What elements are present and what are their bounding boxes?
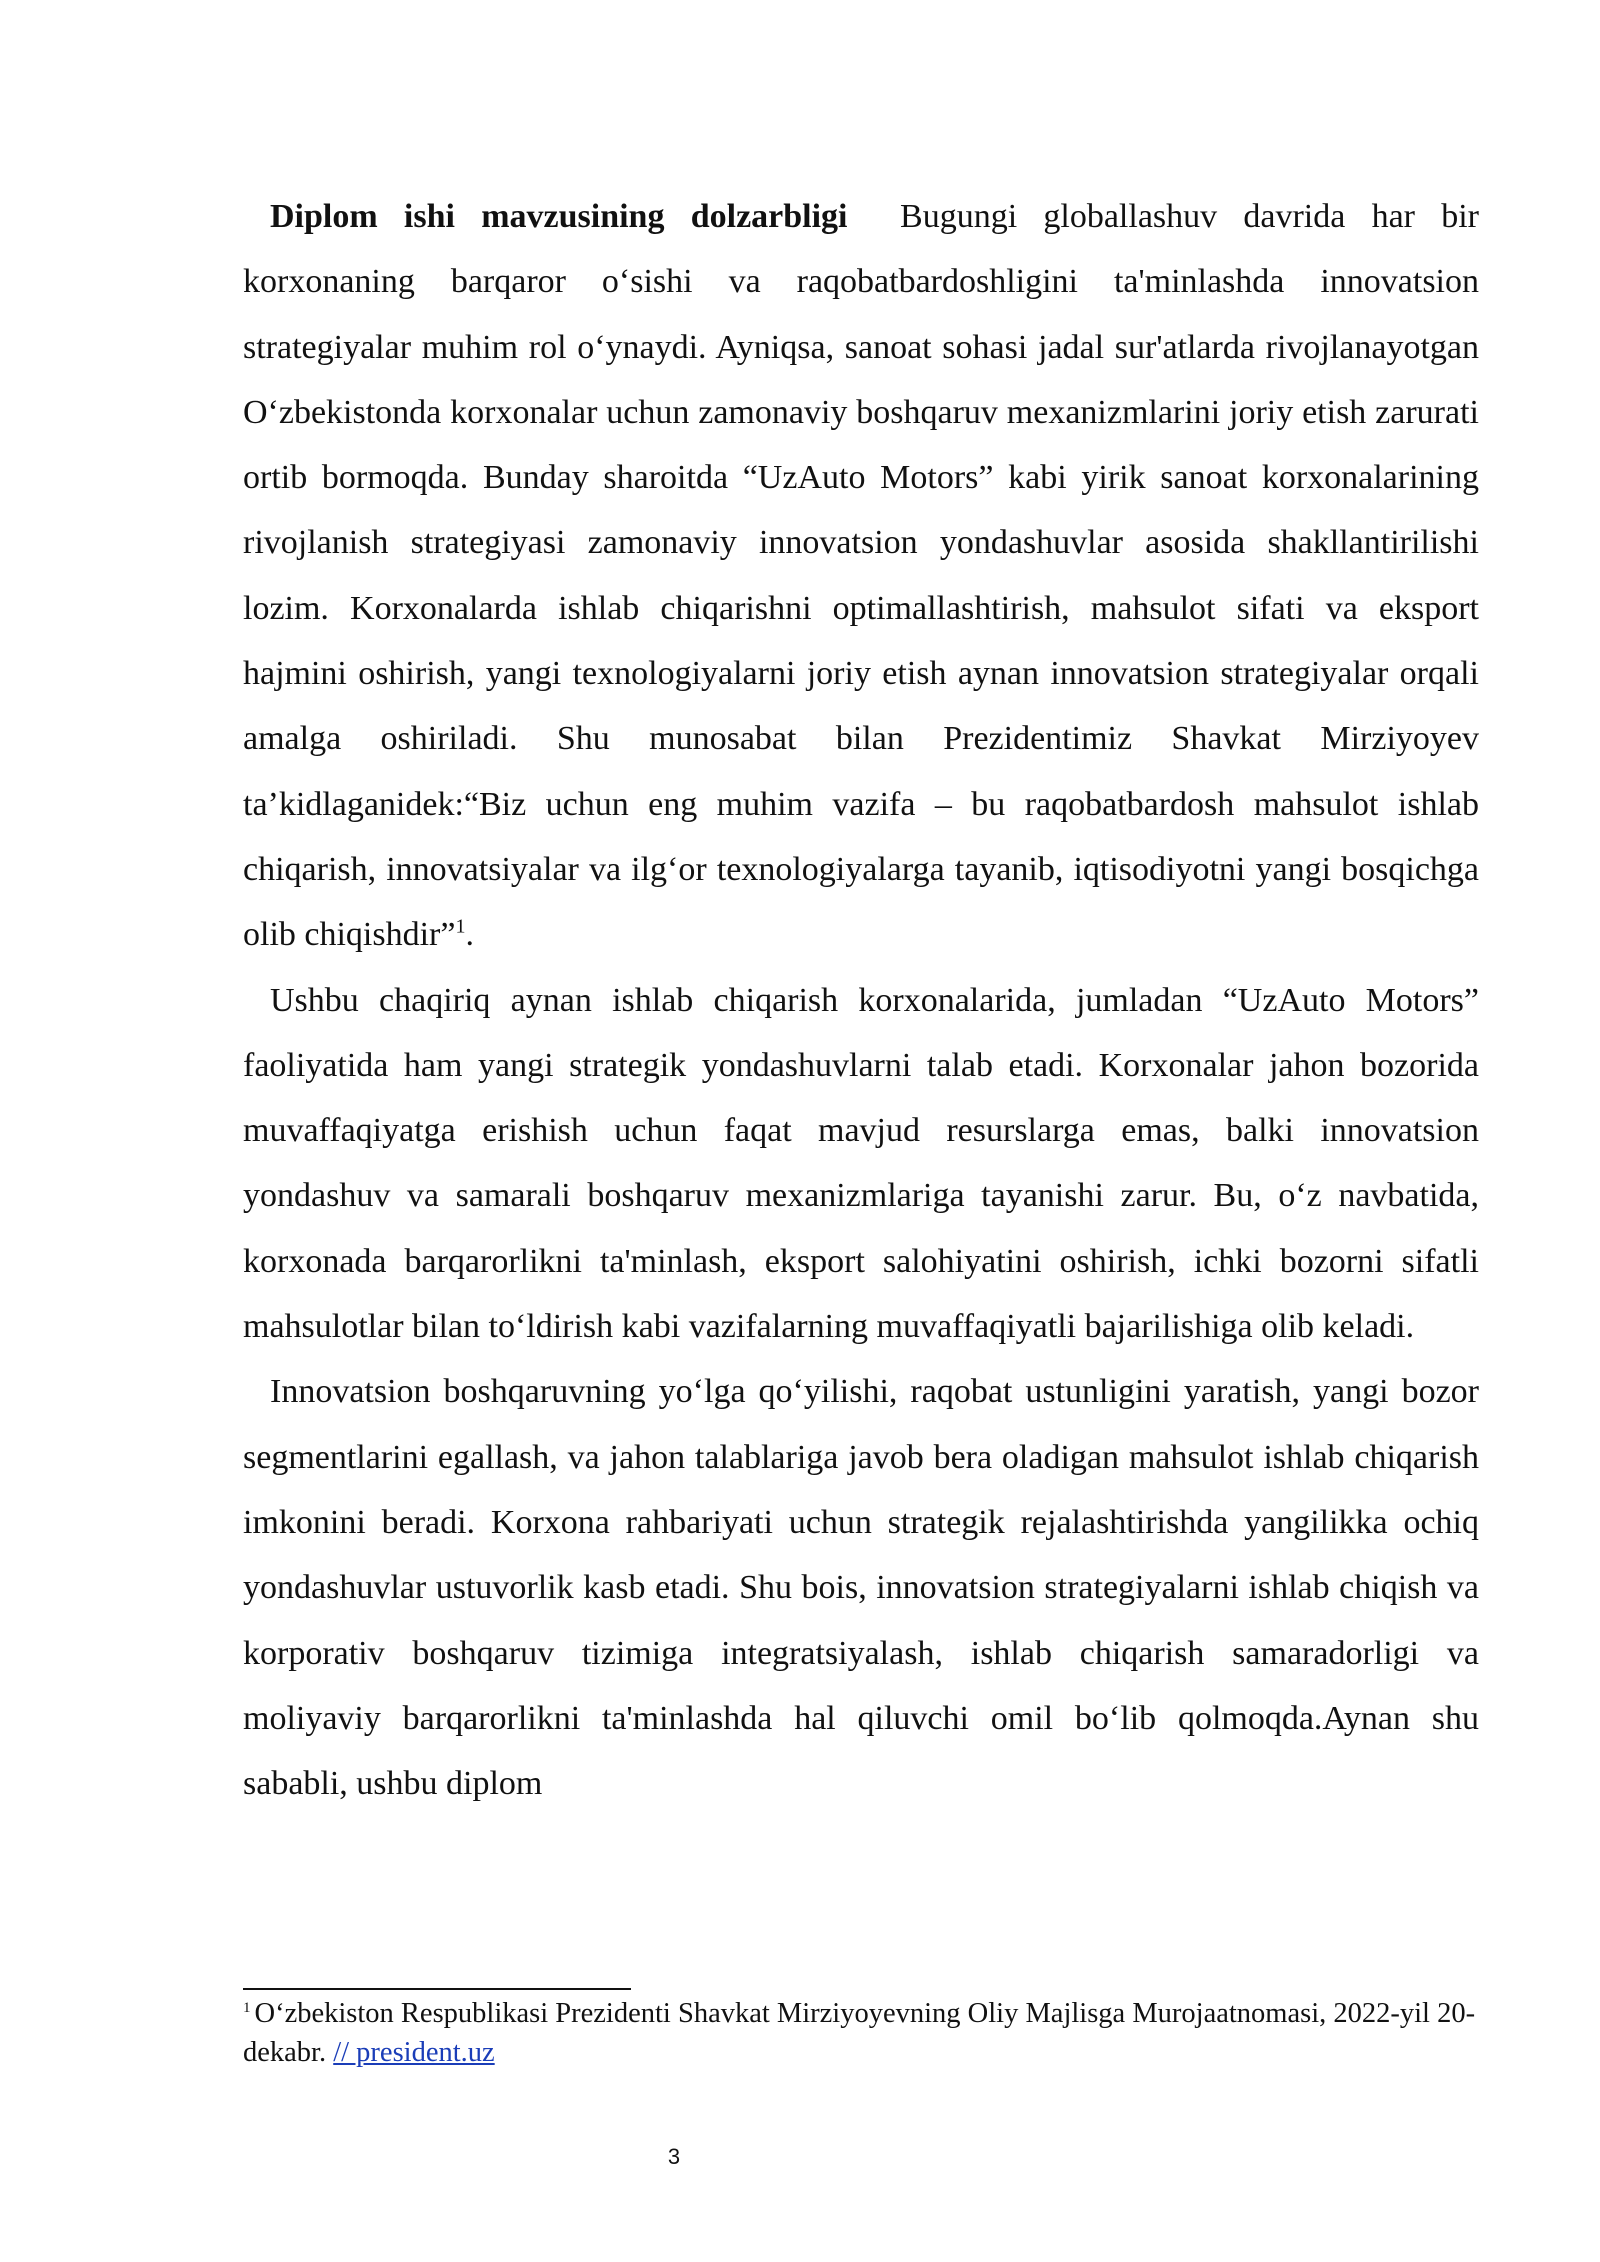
footnote [243,1994,1479,2072]
paragraph-2: Ushbu chaqiriq aynan ishlab chiqarish korxonalarida, jumladan “UzAuto Motors” faoliyatida ham yangi strategik yondashuvlarni talab etadi. Korxonalar jahon bozorida muvaffaqiyatga erishish uchun faqat mavjud resurslarga emas, balki innovatsion yondashuv va samarali boshqaruv mexanizmlariga tayanishi zarur. Bu, oʻz navbatida, korxonada barqarorlikni ta'minlash, eksport salohiyatini oshirish, ichki bozorni sifatli mahsulotlar bilan toʻldirish kabi vazifalarning muvaffaqiyatli bajarilishiga olib keladi. [243,981,1479,1346]
footnote-separator [243,1988,631,1990]
footnote-marker: 1 [243,1999,251,2016]
paragraph-1-end: . [465,916,474,954]
footnote-reference[interactable]: 1 [455,915,466,938]
footnote-text: Oʻzbekiston Respublikasi Prezidenti Shavkat Mirziyoyevning Oliy Majlisga Murojaatnomasi, 2022-yil 20-dekabr. [243,1998,1476,2068]
section-heading-inline: Diplom ishi mavzusining dolzarbligi [270,198,848,235]
footnote-link[interactable]: // president.uz [333,2037,495,2068]
paragraph-1-text: Bugungi globallashuv davrida har bir korxonaning barqaror oʻsishi va raqobatbardoshligini ta'minlashda innovatsion strategiyalar muhim rol oʻynaydi. Ayniqsa, sanoat sohasi jadal sur'atlarda rivojlanayotgan Oʻzbekistonda korxonalar uchun zamonaviy boshqaruv mexanizmlarini joriy etish zarurati ortib bormoqda. Bunday sharoitda “UzAuto Motors” kabi yirik sanoat korxonalarining rivojlanish strategiyasi zamonaviy innovatsion yondashuvlar asosida shakllantirilishi lozim. Korxonalarda ishlab chiqarishni optimallashtirish, mahsulot sifati va eksport hajmini oshirish, yangi texnologiyalarni joriy etish aynan innovatsion strategiyalar orqali amalga oshiriladi. Shu munosabat bilan Prezidentimiz Shavkat Mirziyoyev ta’kidlaganidek:“Biz uchun eng muhim vazifa – bu raqobatbardosh mahsulot ishlab chiqarish, innovatsiyalar va ilgʻor texnologiyalarga tayanib, iqtisodiyotni yangi bosqichga olib chiqishdir” [243,198,1480,954]
page-number: 3 [667,2144,681,2169]
paragraph-3: Innovatsion boshqaruvning yoʻlga qoʻyilishi, raqobat ustunligini yaratish, yangi bozor segmentlarini egallash, va jahon talablariga javob bera oladigan mahsulot ishlab chiqarish imkonini beradi. Korxona rahbariyati uchun strategik rejalashtirishda yangilikka ochiq yondashuvlar ustuvorlik kasb etadi. Shu bois, innovatsion strategiyalarni ishlab chiqish va korporativ boshqaruv tizimiga integratsiyalash, ishlab chiqarish samaradorligi va moliyaviy barqarorlikni ta'minlashda hal qiluvchi omil boʻlib qolmoqda.Aynan shu sababli, ushbu diplom [243,1373,1479,1803]
paragraph-relevance [243,184,1479,968]
body-text [243,184,1479,1816]
